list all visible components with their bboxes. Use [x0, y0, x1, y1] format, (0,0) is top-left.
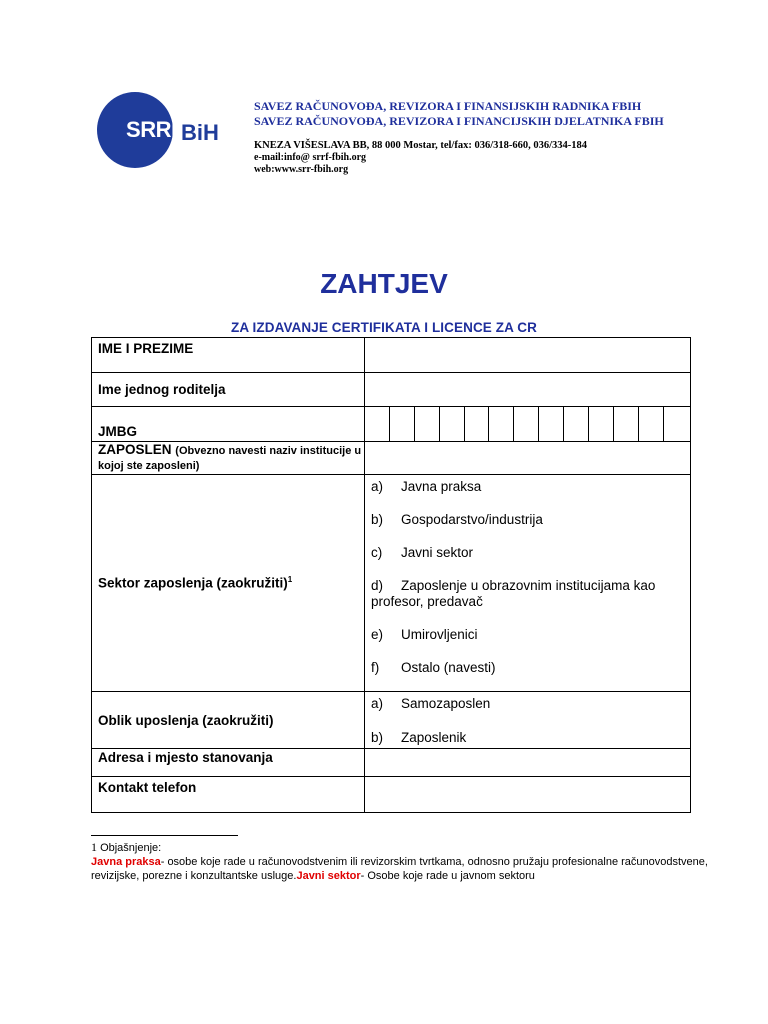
oblik-option-text: Zaposlenik	[401, 730, 467, 745]
org-name-line1: SAVEZ RAČUNOVOĐA, REVIZORA I FINANSIJSKIH RADNIKA FBIH	[254, 99, 642, 113]
zaposlen-label: ZAPOSLEN	[98, 442, 172, 457]
field-roditelj[interactable]	[365, 373, 691, 407]
jmbg-digit-box[interactable]	[589, 407, 614, 441]
form-row-jmbg	[92, 407, 691, 442]
oblik-option[interactable]	[371, 730, 684, 746]
field-zaposlen[interactable]	[365, 442, 691, 475]
label-ime-prezime: IME I PREZIME	[92, 338, 365, 373]
application-form	[91, 337, 691, 813]
sektor-option-key: f)	[371, 660, 380, 675]
jmbg-digit-box[interactable]	[440, 407, 465, 441]
footnote-term-javni-sektor: Javni sektor	[296, 870, 361, 882]
form-row-address	[92, 749, 691, 777]
sektor-option-text: Ostalo (navesti)	[401, 660, 496, 675]
sektor-option[interactable]	[371, 545, 684, 561]
org-name-line2: SAVEZ RAČUNOVOĐA, REVIZORA I FINANCIJSKIH DJELATNIKA FBIH	[254, 114, 664, 128]
org-web: web:www.srr-fbih.org	[254, 164, 349, 175]
jmbg-digit-box[interactable]	[614, 407, 639, 441]
jmbg-digit-boxes[interactable]	[365, 407, 690, 441]
jmbg-digit-box[interactable]	[465, 407, 490, 441]
jmbg-digit-box[interactable]	[415, 407, 440, 441]
srrf-logo	[97, 92, 184, 168]
label-sektor	[92, 475, 365, 692]
org-address: KNEZA VIŠESLAVA BB, 88 000 Mostar, tel/fax: 036/318-660, 036/334-184	[254, 140, 588, 151]
organization-info	[254, 99, 664, 176]
sektor-option-text: Javna praksa	[401, 479, 482, 494]
oblik-option[interactable]	[371, 696, 684, 712]
label-jmbg: JMBG	[92, 407, 365, 442]
label-telefon: Kontakt telefon	[92, 777, 365, 813]
footnote	[91, 840, 731, 883]
jmbg-digit-box[interactable]	[514, 407, 539, 441]
jmbg-digit-box[interactable]	[539, 407, 564, 441]
jmbg-digit-box[interactable]	[489, 407, 514, 441]
footnote-text-javni-sektor: - Osobe koje rade u javnom sektoru	[360, 870, 535, 882]
oblik-option-key: b)	[371, 730, 384, 745]
letterhead	[97, 92, 737, 182]
oblik-option-text: Samozaposlen	[401, 696, 491, 711]
sektor-option[interactable]	[371, 479, 684, 495]
sektor-label: Sektor zaposlenja (zaokružiti)	[98, 575, 288, 591]
sektor-option-key: a)	[371, 479, 384, 494]
footnote-number: 1	[91, 840, 97, 854]
logo-text: SRRF	[126, 117, 184, 142]
label-roditelj: Ime jednog roditelja	[92, 373, 365, 407]
sektor-option-key: c)	[371, 545, 383, 560]
document-title: ZAHTJEV	[320, 268, 448, 299]
jmbg-digit-box[interactable]	[390, 407, 415, 441]
sektor-option-key: e)	[371, 627, 384, 642]
sektor-option[interactable]	[371, 512, 684, 528]
label-adresa: Adresa i mjesto stanovanja	[92, 749, 365, 777]
org-email: e-mail:info@ srrf-fbih.org	[254, 152, 367, 163]
form-row-parent	[92, 373, 691, 407]
oblik-label: Oblik uposlenja (zaokružiti)	[98, 712, 274, 728]
field-ime-prezime[interactable]	[365, 338, 691, 373]
oblik-option-key: a)	[371, 696, 384, 711]
form-row-sector	[92, 475, 691, 692]
footnote-separator	[91, 835, 238, 836]
sektor-option-text: Javni sektor	[401, 545, 474, 560]
sektor-option[interactable]	[371, 578, 684, 610]
form-row-employed	[92, 442, 691, 475]
footnote-heading: Objašnjenje:	[100, 842, 162, 854]
jmbg-digit-box[interactable]	[564, 407, 589, 441]
footnote-text-javna-praksa: - osobe koje rade u računovodstvenim ili revizorskim tvrtkama, odnosno pružaju profesionalne računovodstvene, revizijske, porezne i konzultantske usluge.	[91, 856, 708, 882]
sektor-option-key: b)	[371, 512, 384, 527]
sektor-option-key: d)	[371, 578, 384, 593]
sektor-option-text: Zaposlenje u obrazovnim institucijama kao profesor, predavač	[371, 578, 656, 609]
footnote-marker: 1	[287, 575, 293, 585]
label-zaposlen	[92, 442, 365, 475]
sektor-option[interactable]	[371, 627, 684, 643]
sektor-option[interactable]	[371, 660, 684, 676]
oblik-options	[365, 692, 691, 749]
sektor-option-text: Gospodarstvo/industrija	[401, 512, 543, 527]
logo-suffix: BiH	[181, 120, 219, 145]
form-row-employment-type	[92, 692, 691, 749]
label-oblik	[92, 692, 365, 749]
jmbg-digit-box[interactable]	[639, 407, 664, 441]
field-jmbg[interactable]	[365, 407, 691, 442]
form-row-phone	[92, 777, 691, 813]
zaposlen-note: (Obvezno navesti naziv institucije u kojoj ste zaposleni)	[98, 445, 362, 472]
document-subtitle: ZA IZDAVANJE CERTIFIKATA I LICENCE ZA CR	[231, 320, 537, 335]
jmbg-digit-box[interactable]	[664, 407, 689, 441]
sektor-options	[365, 475, 691, 692]
sektor-option-text: Umirovljenici	[401, 627, 478, 642]
field-adresa[interactable]	[365, 749, 691, 777]
form-row-name	[92, 338, 691, 373]
footnote-term-javna-praksa: Javna praksa	[91, 856, 161, 868]
jmbg-digit-box[interactable]	[365, 407, 390, 441]
field-telefon[interactable]	[365, 777, 691, 813]
